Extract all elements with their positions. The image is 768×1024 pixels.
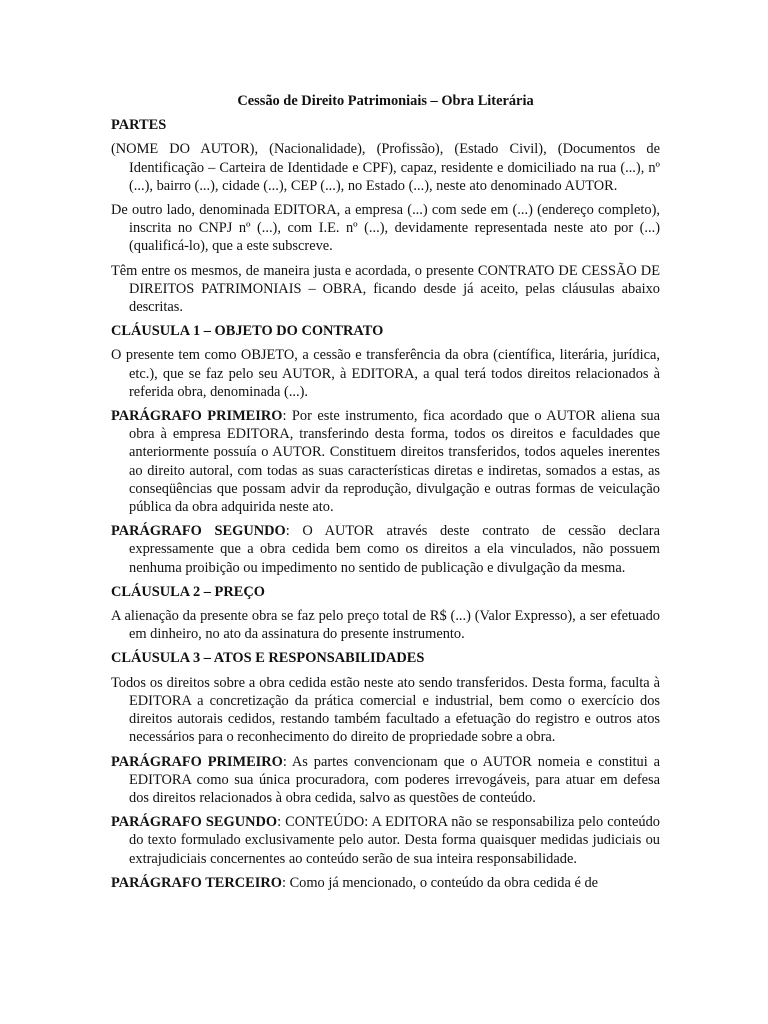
clause-2-paragraph: A alienação da presente obra se faz pelo preço total de R$ (...) (Valor Expresso), a ser efetuado em dinheiro, no ato da assinatura do presente instrumento. [111,608,660,643]
paragraph-label: PARÁGRAFO SEGUNDO [111,814,278,831]
paragraph-label: PARÁGRAFO PRIMEIRO [111,753,283,770]
clause-3-paragraph: Todos os direitos sobre a obra cedida estão neste ato sendo transferidos. Desta forma, faculta à EDITORA a concretização da prática comercial e industrial, bem como o exercício dos direitos autorais cedidos, restando também facultado a efetuação do registro e outros atos necessários para o reconhecimento do direito de propriedade sobre a obra. [111,674,660,746]
clause-3-paragraph-segundo [111,813,660,868]
paragraph-text: : CONTEÚDO: A EDITORA não se responsabiliza pelo conteúdo do texto formulado exclusivamente pelo autor. Desta forma quaisquer medidas judiciais ou extrajudiciais concernentes ao conteúdo serão de sua inteira responsabilidade. [129,814,660,867]
clause-1-paragraph: O presente tem como OBJETO, a cessão e transferência da obra (científica, literária, jurídica, etc.), que se faz pelo seu AUTOR, à EDITORA, a qual terá todos direitos relacionados à referida obra, denominada (...). [111,347,660,400]
paragraph-text: : Por este instrumento, fica acordado que o AUTOR aliena sua obra à empresa EDITORA, transferindo desta forma, todos os direitos e faculdades que anteriormente possuía o AUTOR. Constituem direitos transferidos, todos aqueles inerentes ao direito autoral, com todas as suas características diretas e indiretas, somados a estas, as conseqüências que possam advir da reprodução, divulgação e outras formas de veiculação pública da obra adquirida neste ato. [129,408,660,516]
clause-2-heading: CLÁUSULA 2 – PREÇO [111,583,265,600]
partes-paragraph-3: Têm entre os mesmos, de maneira justa e acordada, o presente CONTRATO DE CESSÃO DE DIREITOS PATRIMONIAIS – OBRA, ficando desde já aceito, pelas cláusulas abaixo descritas. [111,262,660,316]
partes-paragraph-2: De outro lado, denominada EDITORA, a empresa (...) com sede em (...) (endereço completo), inscrita no CNPJ nº (...), com I.E. nº (...), devidamente representada neste ato por (...) (qualificá-lo), que a este subscreve. [111,202,660,255]
document-title: Cessão de Direito Patrimoniais – Obra Literária [237,93,534,109]
clause-3-heading: CLÁUSULA 3 – ATOS E RESPONSABILIDADES [111,650,425,667]
clause-1-paragraph-segundo [111,522,660,577]
paragraph-label: PARÁGRAFO SEGUNDO [111,523,286,540]
partes-heading: PARTES [111,117,167,134]
paragraph-label: PARÁGRAFO TERCEIRO [111,874,282,891]
paragraph-text: : O AUTOR através deste contrato de cessão declara expressamente que a obra cedida bem como os direitos a ela vinculados, não possuem nenhuma proibição ou impedimento no sentido de publicação e divulgação da mesma. [129,523,660,576]
clause-3-paragraph-terceiro [111,874,660,892]
paragraph-text: : As partes convencionam que o AUTOR nomeia e constitui a EDITORA como sua única procuradora, com poderes irrevogáveis, para atuar em defesa dos direitos relacionados à obra cedida, salvo as questões de conteúdo. [129,753,660,806]
partes-paragraph-1: (NOME DO AUTOR), (Nacionalidade), (Profissão), (Estado Civil), (Documentos de Identificação – Carteira de Identidade e CPF), capaz, residente e domiciliado na rua (...), nº (...), bairro (...), cidade (...), CEP (...), no Estado (...), neste ato denominado AUTOR. [111,141,660,194]
paragraph-label: PARÁGRAFO PRIMEIRO [111,408,283,425]
clause-3-paragraph-primeiro [111,753,660,808]
paragraph-text: : Como já mencionado, o conteúdo da obra cedida é de [281,874,599,891]
clause-1-heading: CLÁUSULA 1 – OBJETO DO CONTRATO [111,323,384,340]
clause-1-paragraph-primeiro [111,407,660,516]
